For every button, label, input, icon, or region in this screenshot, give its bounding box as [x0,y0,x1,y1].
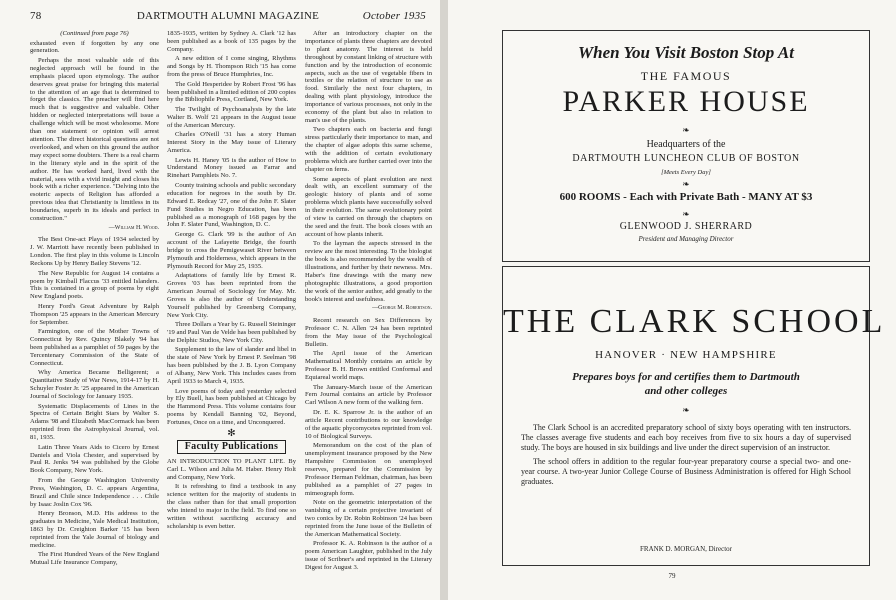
paragraph: It is refreshing to find a textbook in any science written for the majority of students in the class rather than for that small proportion who intend to major in the field. To find one so written without sacrificing accuracy and scholarship is even better. [167,483,296,530]
paragraph: The April issue of the American Mathematical Monthly contains an article by Professor B. H. Brown entitled Conformal and Equiareal world maps. [305,350,432,382]
paragraph: Note on the geometric interpretation of the vanishing of a certain projective invariant of two conics by Dr. Robin Robinson '24 has been reprinted from the June issue of the Bulletin of the American Mathematical Society. [305,499,432,538]
paragraph: The First Hundred Years of the New England Mutual Life Insurance Company, [30,551,159,567]
paragraph: Systematic Displacements of Lines in the Spectra of Certain Bright Stars by Walter S. Adams '98 and Elizabeth MacCormack has been reprinted from the Astrophysical Journal, vol. 81, 1935. [30,402,159,442]
paragraph: Some aspects of plant evolution are next dealt with, an excellent summary of the geologic history of plants and of some problems which plants have successfully solved in their evolution. The same evolutionary point of view is carried on through the chapters on the seed and the fruit. The book closes with an account of how plants inherit. [305,175,432,238]
school-location: HANOVER · NEW HAMPSHIRE [595,349,777,361]
review-signature: —William H. Wood. [108,224,159,231]
section-ornament: ✻ [227,428,236,440]
ornament-icon: ❧ [682,179,690,189]
continued-note: (Continued from page 76) [60,30,129,37]
paragraph: Love poems of today and yesterday selected by Ely Buell, has been published at Chicago by the Hammond Press. This volume contains four poems by Kendall Banning '02, Beyond, Fortunes, Once on a time, and Unconquered. [167,387,296,427]
text-column-1 [30,30,159,590]
manager-name: GLENWOOD J. SHERRARD [619,221,753,232]
rooms-offer: 600 ROOMS - Each with Private Bath - MANY AT $3 [559,191,813,203]
paragraph: Three Dollars a Year by G. Russell Steininger '19 and Paul Van de Velde has been published by the Delphic Studios, New York City. [167,321,296,344]
paragraph: Supplement to the law of slander and libel in the state of New York by Ernest P. Seelman '98 has been published by the J. B. Lyon Company of Albany, New York. This includes cases from April 1933 to March 4, 1935. [167,346,296,385]
ad-famous-label: THE FAMOUS [640,69,732,83]
issue-date: October 1935 [362,10,426,22]
paragraph: Why America Became Belligerent; a Quantitative Study of War News, 1914-17 by H. Schuyler Foster Jr. '25 appeared in the American Journal of Sociology for January 1935. [30,369,159,401]
paragraph: The Clark School is an accredited preparatory school of sixty boys operating with ten instructors. The classes average five students and each boy receives from five to six hours a day of supervised study. The boys are housed in six buildings and live under the direct supervision of an instructor. [521,423,851,453]
hotel-name: PARKER HOUSE [562,85,810,118]
paragraph: Memorandum on the cost of the plan of unemployment insurance proposed by the New Hampshire Commission on unemployed reserves, prepared for the Commission by Professor Herman Feldman, chairman, has been published as a pamphlet of 27 pages in mimeograph form. [305,442,432,497]
right-page [448,0,896,600]
paragraph: The Twilight of Psychoanalysis by the late Walter B. Wolf '21 appears in the August issue of the American Mercury. [167,105,296,129]
magazine-title: DARTMOUTH ALUMNI MAGAZINE [136,10,320,22]
manager-title: President and Managing Director [638,235,734,243]
paragraph: Farmington, one of the Mother Towns of Connecticut by Rev. Quincy Blakely '94 has been published as a pamphlet of 59 pages by the Tercentenary Commission of the State of Connecticut. [30,328,159,367]
review-signature: —George M. Robertson. [372,305,432,312]
paragraph: From the George Washington University Press, Washington, D. C. appears Argentina, Brazil and Chile since Independence . . . Chile by Isaac Joslin Cox '96. [30,476,159,508]
page-number: 78 [30,10,42,22]
paragraph: Professor K. A. Robinson is the author of a poem American Laughter, published in the July issue of Scribner's and reprinted in the Literary Digest for August 3. [305,540,432,571]
paragraph: The Best One-act Plays of 1934 selected by J. W. Marriott have recently been published in London. The first play in this volume is Lincoln Reckons Up by Henry Bailey Stevens '12. [30,236,159,268]
paragraph: The school offers in addition to the regular four-year preparatory course a special two- and one-year course. A two-year Junior College Course of Business Administration is offered for High School graduates. [521,456,851,487]
paragraph: Henry Bronson, M.D. His address to the graduates in Medicine, Yale Medical Institution, 1863 by Dr. Creighton Barker '15 has been reprinted from the Yale Journal of biology and medicine. [30,510,159,549]
paragraph: George G. Clark '99 is the author of An account of the Lafayette Bridge, the fourth bridge to cross the Pemigewaset River between Plymouth and Holderness, which appears in the Plymouth Record for May 25, 1935. [167,230,296,270]
club-name: DARTMOUTH LUNCHEON CLUB OF BOSTON [572,153,800,164]
left-page [0,0,440,600]
paragraph: After an introductory chapter on the importance of plants three chapters are devoted to plant anatomy. The interest is held throughout by constant linking of structure with function and by the introduction of economic aspects, such as the use of vegetable fibers in textiles or the relation of structure to use as food. Similarly the next four chapters, in dealing with plant physiology, introduce the importance of various processes, not only in the economy of the plant but also in relation to man's use of the plants. [305,30,432,124]
paragraph: Lewis H. Haney '05 is the author of How to Understand Money issued as Farrar and Rinehart Pamphlets No. 7. [167,156,296,180]
section-heading-box: Faculty Publications [177,440,286,454]
paragraph: Perhaps the most valuable side of this neglected approach will be found in the emphasis placed upon etymology. The author deserves great praise for bringing this material to the attention of an age that is determined to forget the classics. The preacher will find here much that is suggestive and valuable. Other hidden or neglected interpretations will issue a challenge which will be most wholesome. More than one statement or opinion will arrest attention. The direct historical questions are not overlooked, and when on this ground the author may expect some doubters. There is a real charm in the literary style and in the spirit of the author. He has worked hard, lived with the material, sees with a vivid insight and closes his book with a richer experience. "Delving into the esoteric aspects of Religion has afforded a previous idea that Christianity is limitless in its boundaries, superb in its ideals and perfect in construction." [30,56,159,223]
paragraph: A new edition of I come singing, Rhythms and Songs by H. Thompson Rich '15 has come from the press of Bruce Humphries, Inc. [167,55,296,79]
text-column-2 [167,30,296,590]
ornament-icon: ❧ [682,405,690,415]
director-signature: FRANK D. MORGAN, Director [640,545,732,553]
paragraph: The Gold Hesperidee by Robert Frost '96 has been published in a limited edition of 200 copies by the Bibliophile Press, Cortland, New York. [167,80,296,104]
ad-headline: When You Visit Boston Stop At [578,43,794,62]
school-tagline-cont: and other colleges [644,385,728,397]
school-tagline: Prepares boys for and certifies them to Dartmouth [572,371,800,383]
book-citation: AN INTRODUCTION TO PLANT LIFE. By Carl L. Wilson and Julia M. Haber. Henry Holt and Company, New York. [167,457,296,481]
parker-house-ad [502,30,870,262]
paragraph: Henry Ford's Great Adventure by Ralph Thompson '25 appears in the American Mercury for September. [30,302,159,326]
ornament-icon: ❧ [682,125,690,135]
school-name: THE CLARK SCHOOL [503,303,886,340]
paragraph: Recent research on Sex Differences by Professor C. N. Allen '24 has been reprinted from the May issue of the Psychological Bulletin. [305,317,432,348]
meets-note: [Meets Every Day] [661,169,711,176]
paragraph: exhausted even if forgotten by any one generation. [30,39,159,55]
paragraph: The January-March issue of the American Fern Journal contains an article by Professor Carl Wilson A new form of the walking fern. [305,383,432,407]
running-head [30,10,426,26]
clark-school-ad [502,266,886,566]
text-column-3 [305,30,432,590]
school-description [521,423,851,490]
page-number: 79 [668,572,676,580]
paragraph: Adaptations of family life by Ernest R. Groves '03 has been reprinted from the American Journal of Sociology for May. Mr. Groves is also the author of Understanding Yourself published by Greenberg Company, New York City. [167,272,296,319]
page-gutter [440,0,448,600]
ornament-icon: ❧ [682,209,690,219]
paragraph: Latin Three Years Aids to Cicero by Ernest Daniels and Viola Chester, and supervised by Paul R. Jenks '94 was published by the Globe Book Company, New York. [30,443,159,475]
paragraph: Two chapters each on bacteria and fungi stress particularly their importance to man, and the chapter of algae adopts this same scheme, with the addition of certain evolutionary problems which are further carried over into the chapter on ferns. [305,126,432,173]
headquarters-line: Headquarters of the [646,139,726,150]
paragraph: County training schools and public secondary education for negroes in the south by Dr. Edward E. Redcay '27, one of the John F. Slater Fund Studies in Negro Education, has been published as a monograph of 168 pages by the John F. Slater Fund, Washington, D. C. [167,181,296,229]
paragraph: The New Republic for August 14 contains a poem by Kimball Flaccus '33 entitled Islanders. This is contained in a group of poems by eight New England poets. [30,269,159,301]
paragraph: Charles O'Neill '31 has a story Human Interest Story in the May issue of Literary America. [167,131,296,155]
paragraph: Dr. E. K. Sparrow Jr. is the author of an article Recent contributions to our knowledge of the aquatic phycomycetes reprinted from vol. 10 of Biological Surveys. [305,408,432,440]
paragraph: 1835-1935, written by Sydney A. Clark '12 has been published as a book of 135 pages by the Company. [167,30,296,53]
paragraph: To the layman the aspects stressed in the review are the most interesting. To the biologist the book is also recommended by the wealth of illustrations, and further by their newness. Mrs. Haber's fine drawings with the many new photographic illustrations, a good proportion the work of the senior author, add greatly to the book's interest and usefulness. [305,240,432,303]
